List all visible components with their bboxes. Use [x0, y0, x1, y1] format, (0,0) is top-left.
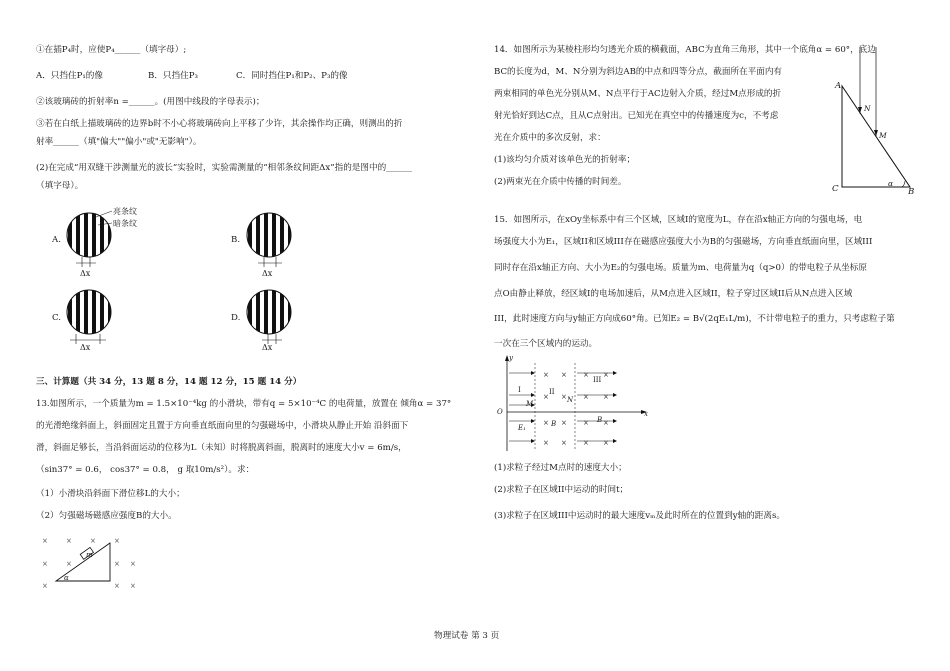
q15-question-3: (3)求粒子在区域III中运动时的最大速度vₘ及此时所在的位置到y轴的距离s。 [494, 511, 785, 521]
svg-text:×: × [603, 393, 609, 401]
q14-point-c: C [832, 184, 839, 194]
svg-text:×: × [114, 582, 120, 590]
q2-line1: (2)在完成“用双缝干涉测量光的波长”实验时，实验需测量的“相邻条纹间距Δx”指的是图中的______ [36, 163, 412, 173]
q13-line-3: 滑，斜面足够长，当沿斜面运动的位移为L（未知）时将脱离斜面，脱离时的速度大小v = 6m/s， [36, 443, 407, 453]
svg-text:×: × [583, 439, 589, 447]
dx-label-c: Δx [80, 343, 91, 352]
svg-text:×: × [114, 537, 120, 545]
q15-y-axis-label: y [509, 354, 513, 362]
fringe-figure [0, 195, 420, 355]
q14-point-b: B [908, 187, 915, 197]
q15-field-figure [495, 355, 655, 455]
svg-text:×: × [543, 371, 549, 379]
bright-fringe-label: 亮条纹 [113, 207, 137, 216]
svg-text:×: × [42, 560, 48, 568]
q1-option-c: C．同时挡住P₁和P₂、P₃的像 [236, 71, 348, 81]
q14-line-5: 光在介质中的多次反射，求： [494, 133, 606, 143]
q15-line-5: III，此时速度方向与y轴正方向成60°角。已知E₂ = B√(2qE₁L/m)，不计带电粒子的重力，只考虑粒子第 [494, 314, 895, 324]
fringe-option-a: A. [52, 235, 61, 245]
q15-line-3: 同时存在沿x轴正方向、大小为E₂的匀强电场。质量为m、电荷量为q（q>0）的带电粒子从坐标原 [494, 263, 867, 273]
q13-line-2: 的光滑绝缘斜面上，斜面固定且置于方向垂直纸面向里的匀强磁场中，小滑块从静止开始 沿斜面下 [36, 421, 409, 431]
q15-point-n: N [567, 396, 574, 404]
svg-text:×: × [42, 582, 48, 590]
svg-text:×: × [42, 537, 48, 545]
q15-x-axis-label: x [644, 410, 648, 418]
svg-text:×: × [90, 537, 96, 545]
q14-line-6: (1)该均匀介质对该单色光的折射率； [494, 155, 636, 165]
dark-fringe-label: 暗条纹 [113, 219, 137, 228]
fringe-option-d: D. [231, 313, 241, 323]
q13-line-1: 13.如图所示，一个质量为m = 1.5×10⁻⁴kg 的小滑块，带有q = 5×10⁻⁴C 的电荷量，放置在 倾角α = 37° [36, 399, 452, 409]
q14-point-n: N [864, 104, 871, 113]
q14-line-4: 射光恰好到达C点，且从C点射出。已知光在真空中的传播速度为c，不考虑 [494, 111, 779, 121]
q14-line-2: BC的长度为d，M、N分别为斜边AB的中点和四等分点，截面所在平面内有 [494, 67, 783, 77]
q15-region-iii: III [593, 376, 602, 384]
q14-line-1: 14．如图所示为某棱柱形均匀透光介质的横截面，ABC为直角三角形，其中一个底角α = 60°，底边 [494, 45, 876, 55]
q15-region-i: I [518, 386, 521, 394]
svg-text:×: × [603, 371, 609, 379]
q2-line2: （填字母）。 [36, 181, 84, 191]
q13-line-6: （2）匀强磁场磁感应强度B的大小。 [36, 511, 177, 521]
svg-text:×: × [561, 371, 567, 379]
q1-option-b: B．只挡住P₃ [148, 71, 198, 81]
q13-mass-label: m [86, 551, 93, 559]
svg-text:×: × [130, 560, 136, 568]
svg-text:×: × [66, 537, 72, 545]
q15-line-4: 点O由静止释放，经区域I的电场加速后，从M点进入区域II，粒子穿过区域II后从N点进入区域 [494, 289, 853, 299]
svg-text:×: × [561, 393, 567, 401]
svg-text:×: × [561, 439, 567, 447]
fringe-circle-b [247, 213, 292, 267]
svg-text:×: × [603, 419, 609, 427]
q14-line-3: 两束相同的单色光分别从M、N点平行于AC边射入介质，经过M点形成的折 [494, 89, 782, 99]
fringe-circle-d [247, 290, 292, 344]
q15-line-6: 一次在三个区域内的运动。 [494, 339, 598, 349]
svg-text:×: × [543, 439, 549, 447]
q1-part3-line2: 射率______（填"偏大""偏小"或"无影响"）。 [36, 137, 202, 147]
svg-text:×: × [114, 560, 120, 568]
q15-question-1: (1)求粒子经过M点时的速度大小； [494, 463, 627, 473]
dx-label-d: Δx [262, 343, 273, 352]
page-footer: 物理试卷 第 3 页 [434, 631, 500, 641]
svg-text:×: × [543, 393, 549, 401]
svg-text:×: × [603, 439, 609, 447]
q15-e1-label: E₁ [518, 424, 526, 432]
q15-field-b-label-ii: B [551, 420, 557, 428]
svg-text:×: × [583, 393, 589, 401]
svg-text:×: × [561, 419, 567, 427]
fringe-option-c: C. [52, 313, 62, 323]
q1-part3-line1: ③若在白纸上描玻璃砖的边界b时不小心将玻璃砖向上平移了少许，其余操作均正确，则测出的折 [36, 119, 403, 129]
svg-text:×: × [543, 419, 549, 427]
q1-option-a: A．只挡住P₁的像 [36, 71, 103, 81]
q13-angle-label: α [64, 574, 69, 582]
svg-text:×: × [66, 560, 72, 568]
q14-line-7: (2)两束光在介质中传播的时间差。 [494, 177, 627, 187]
fringe-circle-c [67, 290, 112, 344]
q14-point-a: A [835, 81, 842, 91]
q15-point-m: M [526, 400, 534, 408]
fringe-option-b: B. [231, 235, 241, 245]
q14-angle-alpha: α [888, 179, 894, 188]
q13-line-5: （1）小滑块沿斜面下滑位移L的大小； [36, 489, 185, 499]
q15-region-ii: II [549, 388, 555, 396]
q14-prism-figure [830, 42, 920, 192]
svg-text:×: × [583, 371, 589, 379]
q15-question-2: (2)求粒子在区域II中运动的时间t； [494, 485, 629, 495]
q13-line-4: （sin37° = 0.6， cos37° = 0.8， g 取10m/s²）。求： [36, 465, 255, 475]
q14-point-m: M [879, 131, 887, 140]
q1-part2: ②该玻璃砖的折射率n =______。(用图中线段的字母表示)； [36, 97, 265, 107]
fringe-circle-a [67, 211, 112, 267]
q15-field-b-label-iii: B [597, 416, 603, 424]
q13-incline-figure [36, 533, 146, 593]
q15-line-1: 15．如图所示，在xOy坐标系中有三个区域，区域I的宽度为L，存在沿x轴正方向的匀强电场，电 [494, 215, 863, 225]
q15-line-2: 场强度大小为E₁，区域II和区域III存在磁感应强度大小为B的匀强磁场，方向垂直纸面向里，区域III [494, 237, 873, 247]
dx-label-b: Δx [262, 269, 273, 278]
svg-text:×: × [130, 582, 136, 590]
dx-label-a: Δx [80, 269, 91, 278]
section-3-heading: 三、计算题（共 34 分，13 题 8 分，14 题 12 分，15 题 14 分） [36, 377, 302, 387]
q1-part1: ①在插P₄时，应使P₄______（填字母）; [36, 45, 187, 55]
svg-text:×: × [583, 419, 589, 427]
q15-origin-label: O [497, 408, 503, 416]
